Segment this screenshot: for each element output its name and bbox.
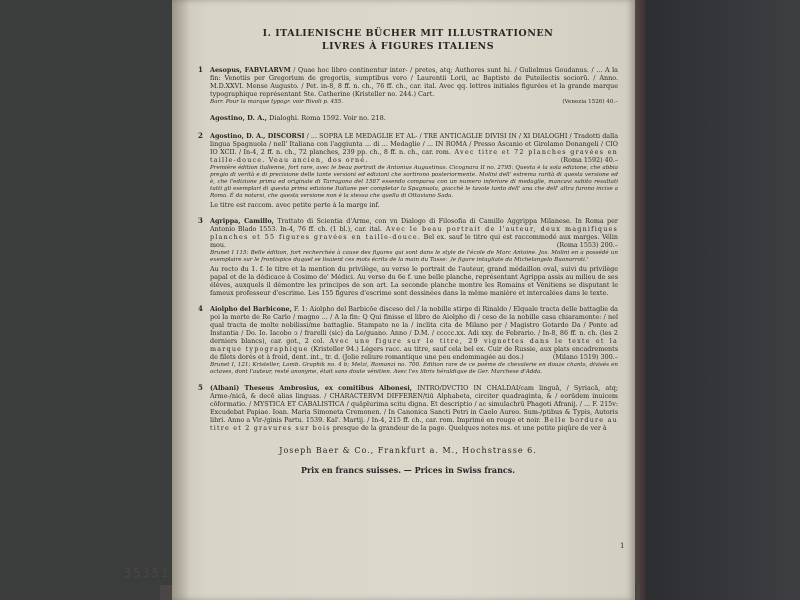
entry-text-continued: Bel ex. sauf le titre qui est raccommodé aux marges. Vélin mou. [210, 233, 619, 249]
entry-illustration-note: Avec une figure sur le titre, 29 vignettes dans le texte et la marque typographique [210, 337, 618, 353]
xref-text: Dialoghi. Roma 1592. Voir no. 218. [266, 114, 386, 122]
entry-lead: (Albani) Theseus Ambrosius, ex comitibus Albonesi, [210, 384, 413, 392]
publisher-line: Joseph Baer & Co., Frankfurt a. M., Hochstrasse 6. [279, 446, 537, 455]
entry-price: (Milano 1519) 300.– [552, 353, 618, 361]
catalogue-entry-4 [198, 305, 618, 376]
entry-text-continued: (Kristeller 94.) Légers racc. au titre, sauf cela bel ex. Cuir de Russie, aux plats encadrements de filets dorés et à froid, dent. int., tr. d. (Jolie reliure romantique une peu endommagée au dos.) [210, 345, 618, 361]
entry-number: 5 [198, 383, 203, 392]
entry-lead: Aesopus, FABVLARVM [210, 66, 291, 74]
catalogue-entry-3 [198, 217, 618, 297]
entry-lead: Agostino, D. A., DISCORSI [210, 132, 305, 140]
entry-lead: Aiolpho del Barbicone, [210, 305, 292, 313]
catalogue-entry-1 [198, 66, 618, 106]
entry-description: Au recto du 1. f. le titre et la mention du privilège, au verso le portrait de l'auteur, grand médaillon oval, suivi du privilège papal et de la dédicace à Cosimo de' Médici. Au verso du 6e f. une belle planche, représentant Agrippa assis au milieu de ses élèves, auxquels il démontre les principes de son art. La seconde planche montre les Romains et Vénitiens se disputant le fameux professeur d'escrime. Les 155 figures d'escrime sont dessinées dans la même manière et intercalées dans le texte. [210, 265, 618, 297]
entry-price: (Venezia 1526) 40.– [562, 99, 618, 105]
entry-note: Première édition italienne, fort rare, avec le beau portrait de Antonius Augustinus. Cicognara II no. 2795: Questa è la sola edizione, che abbia pregio di verità e di precisione delle tante versioni ed edizioni che sortirono posteriormente. Molini dell' estrema rarità di questa versione ed è, che l'edizione prima ed originale di Tarragona del 1587 essendo comparsa con un numero inferiore di medaglie, mancavi subito resultati tutti gli esemplari di questa prima edizione Italiane per completar la Spagnuola, giacchè le tavole tanto dell' una che dell' altra furono incise a Roma. È da notarsi, che questa versione non è la stessa che quella di Ottaviano Sada. [210, 165, 618, 199]
inventory-stamp: 35351 [124, 566, 171, 580]
entry-text: / Quae hoc libro continentur inter- / pretes, atq; Authores sunt hi. / Gulielmus Goudanus. / ... A la fin: Venetiis per Gregorium de gregoriis, sumptibus vero / Laurentii Lorii, ac Baptiste de Puteilectis sociorū. / Anno. M.D.XXVI. Mense Augusto. / Pet. in-8, 8 ff. n. ch., 76 ff. ch., car. ital. Avec qq. lettres initiales figurées et la grande marque typographique représentant Ste. Catherine (Kristeller no. 244.) Cart. [210, 66, 618, 98]
entry-text: Trattato di Scientia d'Arme, con vn Dialogo di Filosofia di Camillo Aggrippa Milanese. In Roma per Antonio Blado 1553. In-4, 76 ff. ch. (1 bl.), car. ital. [210, 217, 618, 233]
heading-german: I. ITALIENISCHE BÜCHER MIT ILLUSTRATIONEN [262, 28, 554, 39]
catalogue-entry-5 [198, 384, 618, 432]
page-number: 1 [620, 542, 625, 550]
entry-note: Brunet I 115: Belle édition, fort recherchée à cause des figures qui sont dans le style de l'école de Marc Antoine. Jos. Molini en a possédé un exemplaire sur le frontispice duquel se lisaient ces mots écrits de la main du Tasse: ‚le figure intagliate da Michelangelo Buonarroti.' [210, 250, 618, 263]
entry-number: 4 [198, 304, 203, 313]
catalogue-entry-2 [198, 132, 618, 209]
page-content [198, 28, 618, 475]
entry-number: 3 [198, 216, 203, 225]
entry-illustration-note: Avec le beau portrait de l'auteur, deux magnifiques planches et 55 figures gravées en taille-douce. [210, 225, 619, 241]
entry-number: 1 [198, 65, 203, 74]
entry-illustration-note: Belle bordure au titre et 2 gravures sur bois [210, 416, 618, 432]
catalogue-page [172, 0, 635, 600]
entry-price: (Roma 1553) 200.– [556, 241, 618, 249]
entry-illustration-note: Avec titre et 72 planches gravées en taille-douce. Veau ancien, dos orné. [210, 148, 618, 164]
entry-note-text: Barr. Pour la marque typogr. voir Rivoli p. 455. [210, 99, 343, 105]
xref-lead: Agostino, D. A., [210, 114, 267, 122]
entry-text-continued: presque de la grandeur de la page. Quelques notes ms. et une petite piqûre de ver à [330, 424, 607, 432]
heading-french: LIVRES À FIGURES ITALIENS [321, 41, 495, 52]
entry-number: 2 [198, 131, 203, 140]
entry-condition: Le titre est raccom. avec petite perte à la marge inf. [210, 201, 380, 209]
cross-reference [210, 114, 618, 122]
page-fold-shadow [172, 0, 190, 600]
entry-text: / ... SOPRA LE MEDAGLIE ET AL- / TRE ANTICAGLIE DIVISI IN / XI DIALOGHI / Tradotti dalla lingua Spagnuola / nell' Italiana con l'aggiunta ... di ... Medaglie / ... IN ROMA / Presso Ascanio et Girolamo Donangeli / CIO IO XCII. / In-4, 2 ff. n. ch., 72 planches, 239 pp. ch., 8 ff. n. ch., car. rom. [210, 132, 619, 156]
entry-text: F. 1: Aiolpho del Barbicōe disceso del / la nobille stirpe di Rinaldo / Elquale tracta delle battaglie da poi la morte de Re Carlo / magno ... / A la fin: Q Qui finisse el libro de Aiolpho di / ceso de la nobille casa chiaramonte: / nel qual tracta de molte nobilissi/me battaglie. Stampato ne la / inclita cita de Milano per / Magistro Gotardo Da / Ponte ad Instantia / Do. Io. Iacobo ↄ / frarelli (sic) da Le/guano. Anno / D.M. / ccccc.xx. Adi xxy. de Febrario. / In-8, 86 ff. n. ch. (les 2 derniers blancs), car. got., 2 col. [210, 305, 618, 345]
entry-lead: Agrippa, Camillo, [210, 217, 274, 225]
background-right [640, 0, 800, 600]
entry-note [210, 99, 618, 106]
entry-price: (Roma 1592) 40.– [560, 156, 618, 164]
entry-note: Brunet I, 121; Kristeller, Lomb. Graphik no. 4 b; Melzi, Romanzi no. 700. Édition rare de ce poème de chevalerie en douze chants, divisés en octaves, dont l'auteur, resté anonyme, était sans doute vénitien. Avec l'ex libris héraldique de Ger. Marchese d'Adda. [210, 362, 618, 375]
currency-note: Prix en francs suisses. — Prices in Swiss francs. [300, 465, 516, 475]
entry-text: INTRO/DVCTIO IN CHALDAI/cam linguā, / Syriacā, atq; Arme-/nicā, & decē alias linguas. / CHARACTERVM DIFFEREN/tiū Alphabeta, circiter quadraginta, & / eorūdem inuicem cōformatio. / MYSTICA ET CABALISTICA / quāplurima scitu digna. Et descriptio / ac simulachrū Phagoti Afranij. / ... F. 215v: Excudebat Papiae. Ioan. Maria Simoneta Cremonen. / In Canonica Sancti Petri in Caelo Aureo. Sum-/ptibus & Typis, Autoris libri. Anno a Vir-/ginis Partu. 1539. Kal'. Martij. / In-4, 215 ff. ch., car. rom. Imprimé en rouge et noir. [210, 384, 618, 424]
